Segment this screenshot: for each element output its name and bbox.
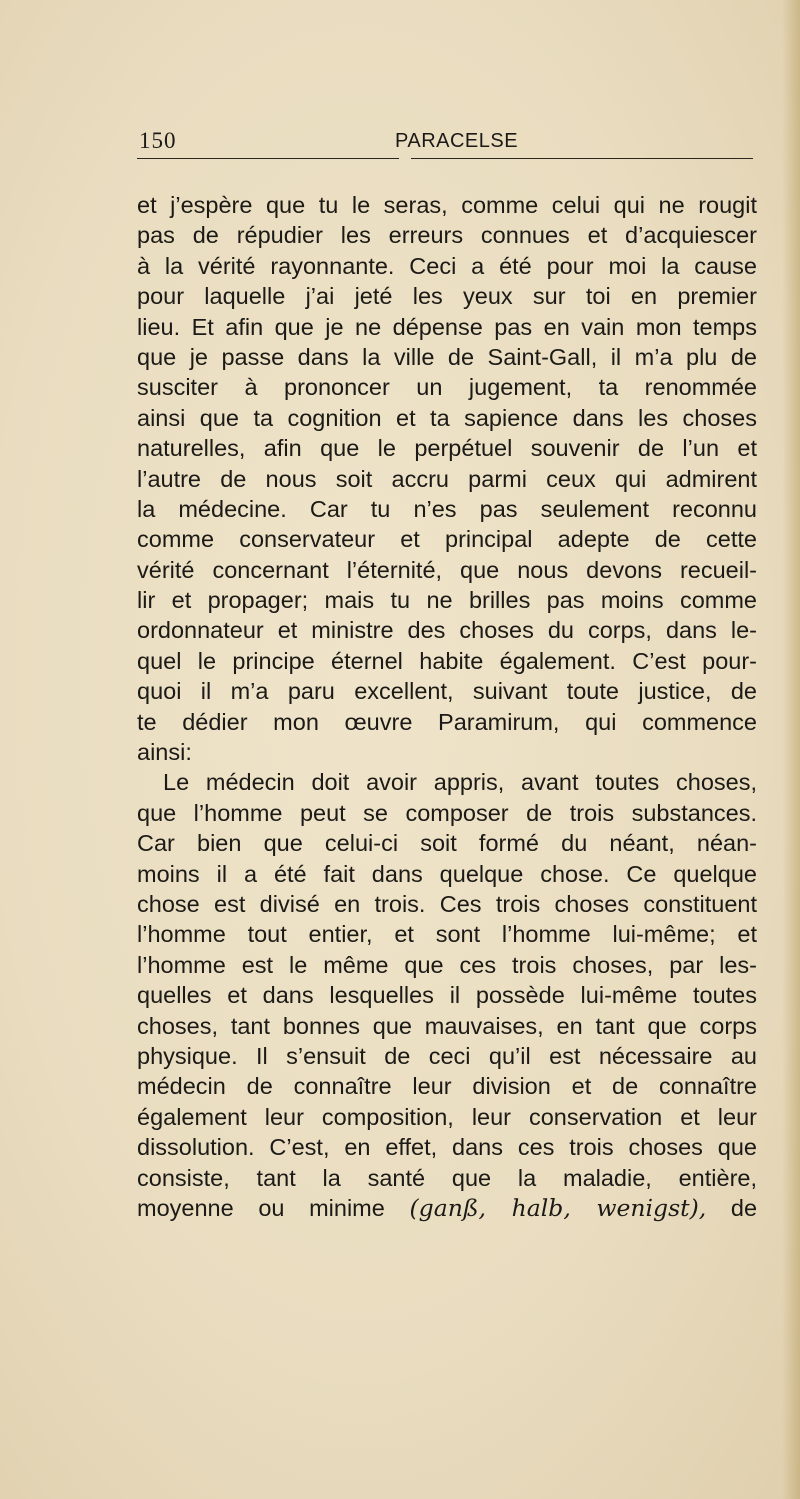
text-line: lieu. Et afin que je ne dépense pas en vain mon temps <box>137 313 757 340</box>
text-line: l’autre de nous soit accru parmi ceux qui admirent <box>137 465 757 492</box>
text-line: Car bien que celui-ci soit formé du néant, néan- <box>137 830 757 857</box>
text-line: ainsi que ta cognition et ta sapience dans les choses <box>137 404 757 431</box>
text-line: ainsi: <box>137 739 192 766</box>
text-line: que je passe dans la ville de Saint-Gall, il m’a plu de <box>137 343 757 370</box>
text-line: que l’homme peut se composer de trois substances. <box>137 799 757 826</box>
text-line: naturelles, afin que le perpétuel souvenir de l’un et <box>137 435 757 462</box>
text-line: te dédier mon œuvre Paramirum, qui commence <box>137 708 757 735</box>
text-line: pas de répudier les erreurs connues et d’acquiescer <box>137 222 757 249</box>
text-line: consiste, tant la santé que la maladie, entière, <box>137 1164 757 1191</box>
text-line: la médecine. Car tu n’es pas seulement reconnu <box>137 495 757 522</box>
text-line: l’homme est le même que ces trois choses, par les- <box>137 951 757 978</box>
text-line: moins il a été fait dans quelque chose. Ce quelque <box>137 860 757 887</box>
text-line: comme conservateur et principal adepte de cette <box>137 526 757 553</box>
text-line: choses, tant bonnes que mauvaises, en tant que corps <box>137 1012 757 1039</box>
text-line: Le médecin doit avoir appris, avant toutes choses, <box>163 769 757 796</box>
text-line: également leur composition, leur conservation et leur <box>137 1103 757 1130</box>
german-gloss: (ganß, halb, wenigst), <box>409 1193 707 1222</box>
text-line: ordonnateur et ministre des choses du corps, dans le- <box>137 617 757 644</box>
text-line: susciter à prononcer un jugement, ta renommée <box>137 374 757 401</box>
text-line: médecin de connaître leur division et de connaître <box>137 1073 757 1100</box>
running-title: PARACELSE <box>395 130 519 152</box>
text-line: dissolution. C’est, en effet, dans ces trois choses que <box>137 1134 757 1161</box>
page-header <box>137 128 757 168</box>
header-rule-left <box>137 158 399 159</box>
page-number: 150 <box>139 128 177 153</box>
final-line-end: de <box>730 1194 758 1221</box>
final-line-start: moyenne ou minime <box>137 1194 385 1221</box>
text-line: quelles et dans lesquelles il possède lui-même toutes <box>137 982 757 1009</box>
text-line: l’homme tout entier, et sont l’homme lui-même; et <box>137 921 757 948</box>
text-line: à la vérité rayonnante. Ceci a été pour moi la cause <box>137 252 757 279</box>
text-line: vérité concernant l’éternité, que nous devons recueil- <box>137 556 757 583</box>
text-line: lir et propager; mais tu ne brilles pas moins comme <box>137 587 757 614</box>
body-text <box>137 190 757 1223</box>
text-line-final <box>137 1193 757 1223</box>
text-line: chose est divisé en trois. Ces trois choses constituent <box>137 890 757 917</box>
text-line: pour laquelle j’ai jeté les yeux sur toi en premier <box>137 283 757 310</box>
text-line: et j’espère que tu le seras, comme celui qui ne rougit <box>137 192 757 218</box>
page-edge-shadow <box>782 0 800 1499</box>
text-line: quel le principe éternel habite également. C’est pour- <box>137 647 757 674</box>
header-rule-right <box>411 158 753 159</box>
text-line: quoi il m’a paru excellent, suivant toute justice, de <box>137 678 757 705</box>
text-line: physique. Il s’ensuit de ceci qu’il est nécessaire au <box>137 1042 757 1069</box>
